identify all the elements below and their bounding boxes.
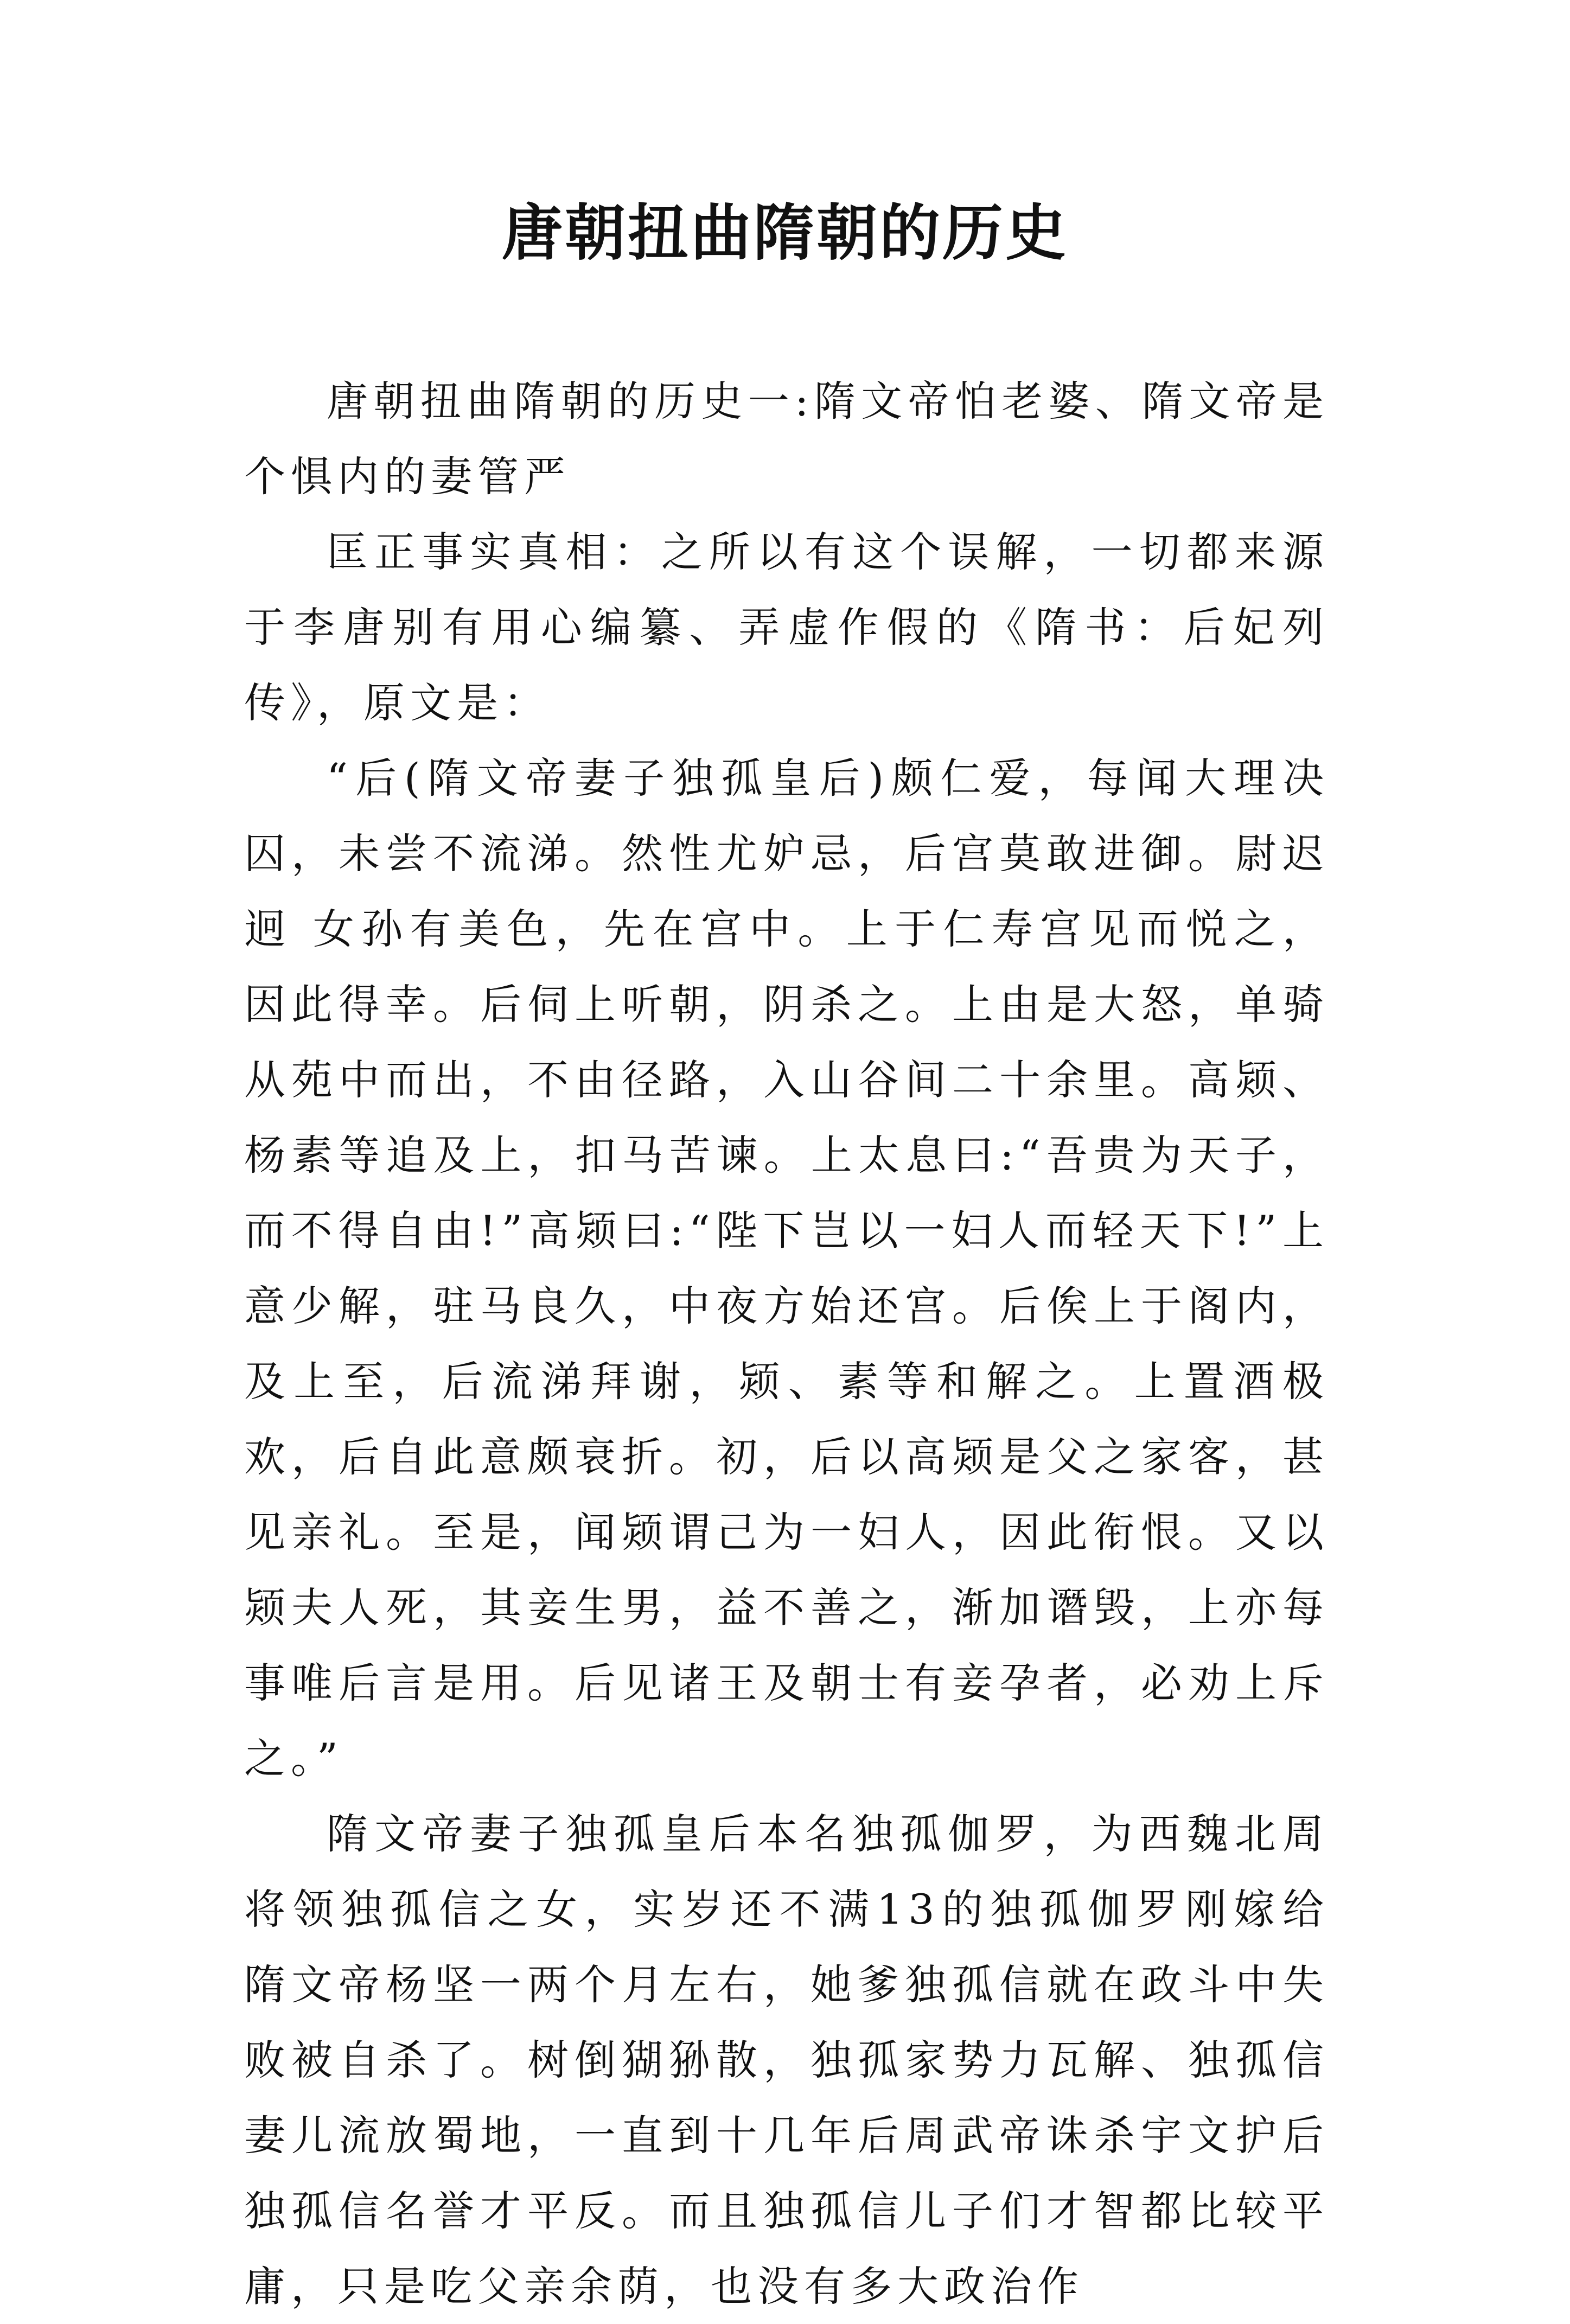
paragraph-2: 匡正事实真相：之所以有这个误解，一切都来源于李唐别有用心编纂、弄虚作假的《隋书：后妃列传》，原文是： xyxy=(244,528,1329,727)
document-body xyxy=(244,363,1329,2324)
paragraph-3: “后(隋文帝妻子独孤皇后)颇仁爱，每闻大理决囚，未尝不流涕。然性尤妒忌，后宫莫敢进御。尉迟迥 女孙有美色，先在宫中。上于仁寿宫见而悦之，因此得幸。后伺上听朝，阴杀之。上由是大怒，单骑从苑中而出，不由径路，入山谷间二十余里。高颎、杨素等追及上，扣马苦谏。上太息曰:“吾贵为天子，而不得自由!”高颎曰:“陛下岂以一妇人而轻天下!”上意少解，驻马良久，中夜方始还宫。后俟上于阁内，及上至，后流涕拜谢，颎、素等和解之。上置酒极欢，后自此意颇衰折。初，后以高颎是父之家客，甚见亲礼。至是，闻颎谓己为一妇人，因此衔恨。又以颎夫人死，其妾生男，益不善之，渐加谮毁，上亦每事唯后言是用。后见诸王及朝士有妾孕者，必劝上斥之。” xyxy=(244,754,1329,1783)
paragraph-4: 隋文帝妻子独孤皇后本名独孤伽罗，为西魏北周将领独孤信之女，实岁还不满13的独孤伽罗刚嫁给隋文帝杨坚一两个月左右，她爹独孤信就在政斗中失败被自杀了。树倒猢狲散，独孤家势力瓦解、独孤信妻儿流放蜀地，一直到十几年后周武帝诛杀宇文护后独孤信名誉才平反。而且独孤信儿子们才智都比较平庸，只是吃父亲余荫，也没有多大政治作 xyxy=(244,1810,1329,2310)
paragraph-1: 唐朝扭曲隋朝的历史一:隋文帝怕老婆、隋文帝是个惧内的妻管严 xyxy=(244,377,1329,501)
document-title: 唐朝扭曲隋朝的历史 xyxy=(502,197,1068,269)
